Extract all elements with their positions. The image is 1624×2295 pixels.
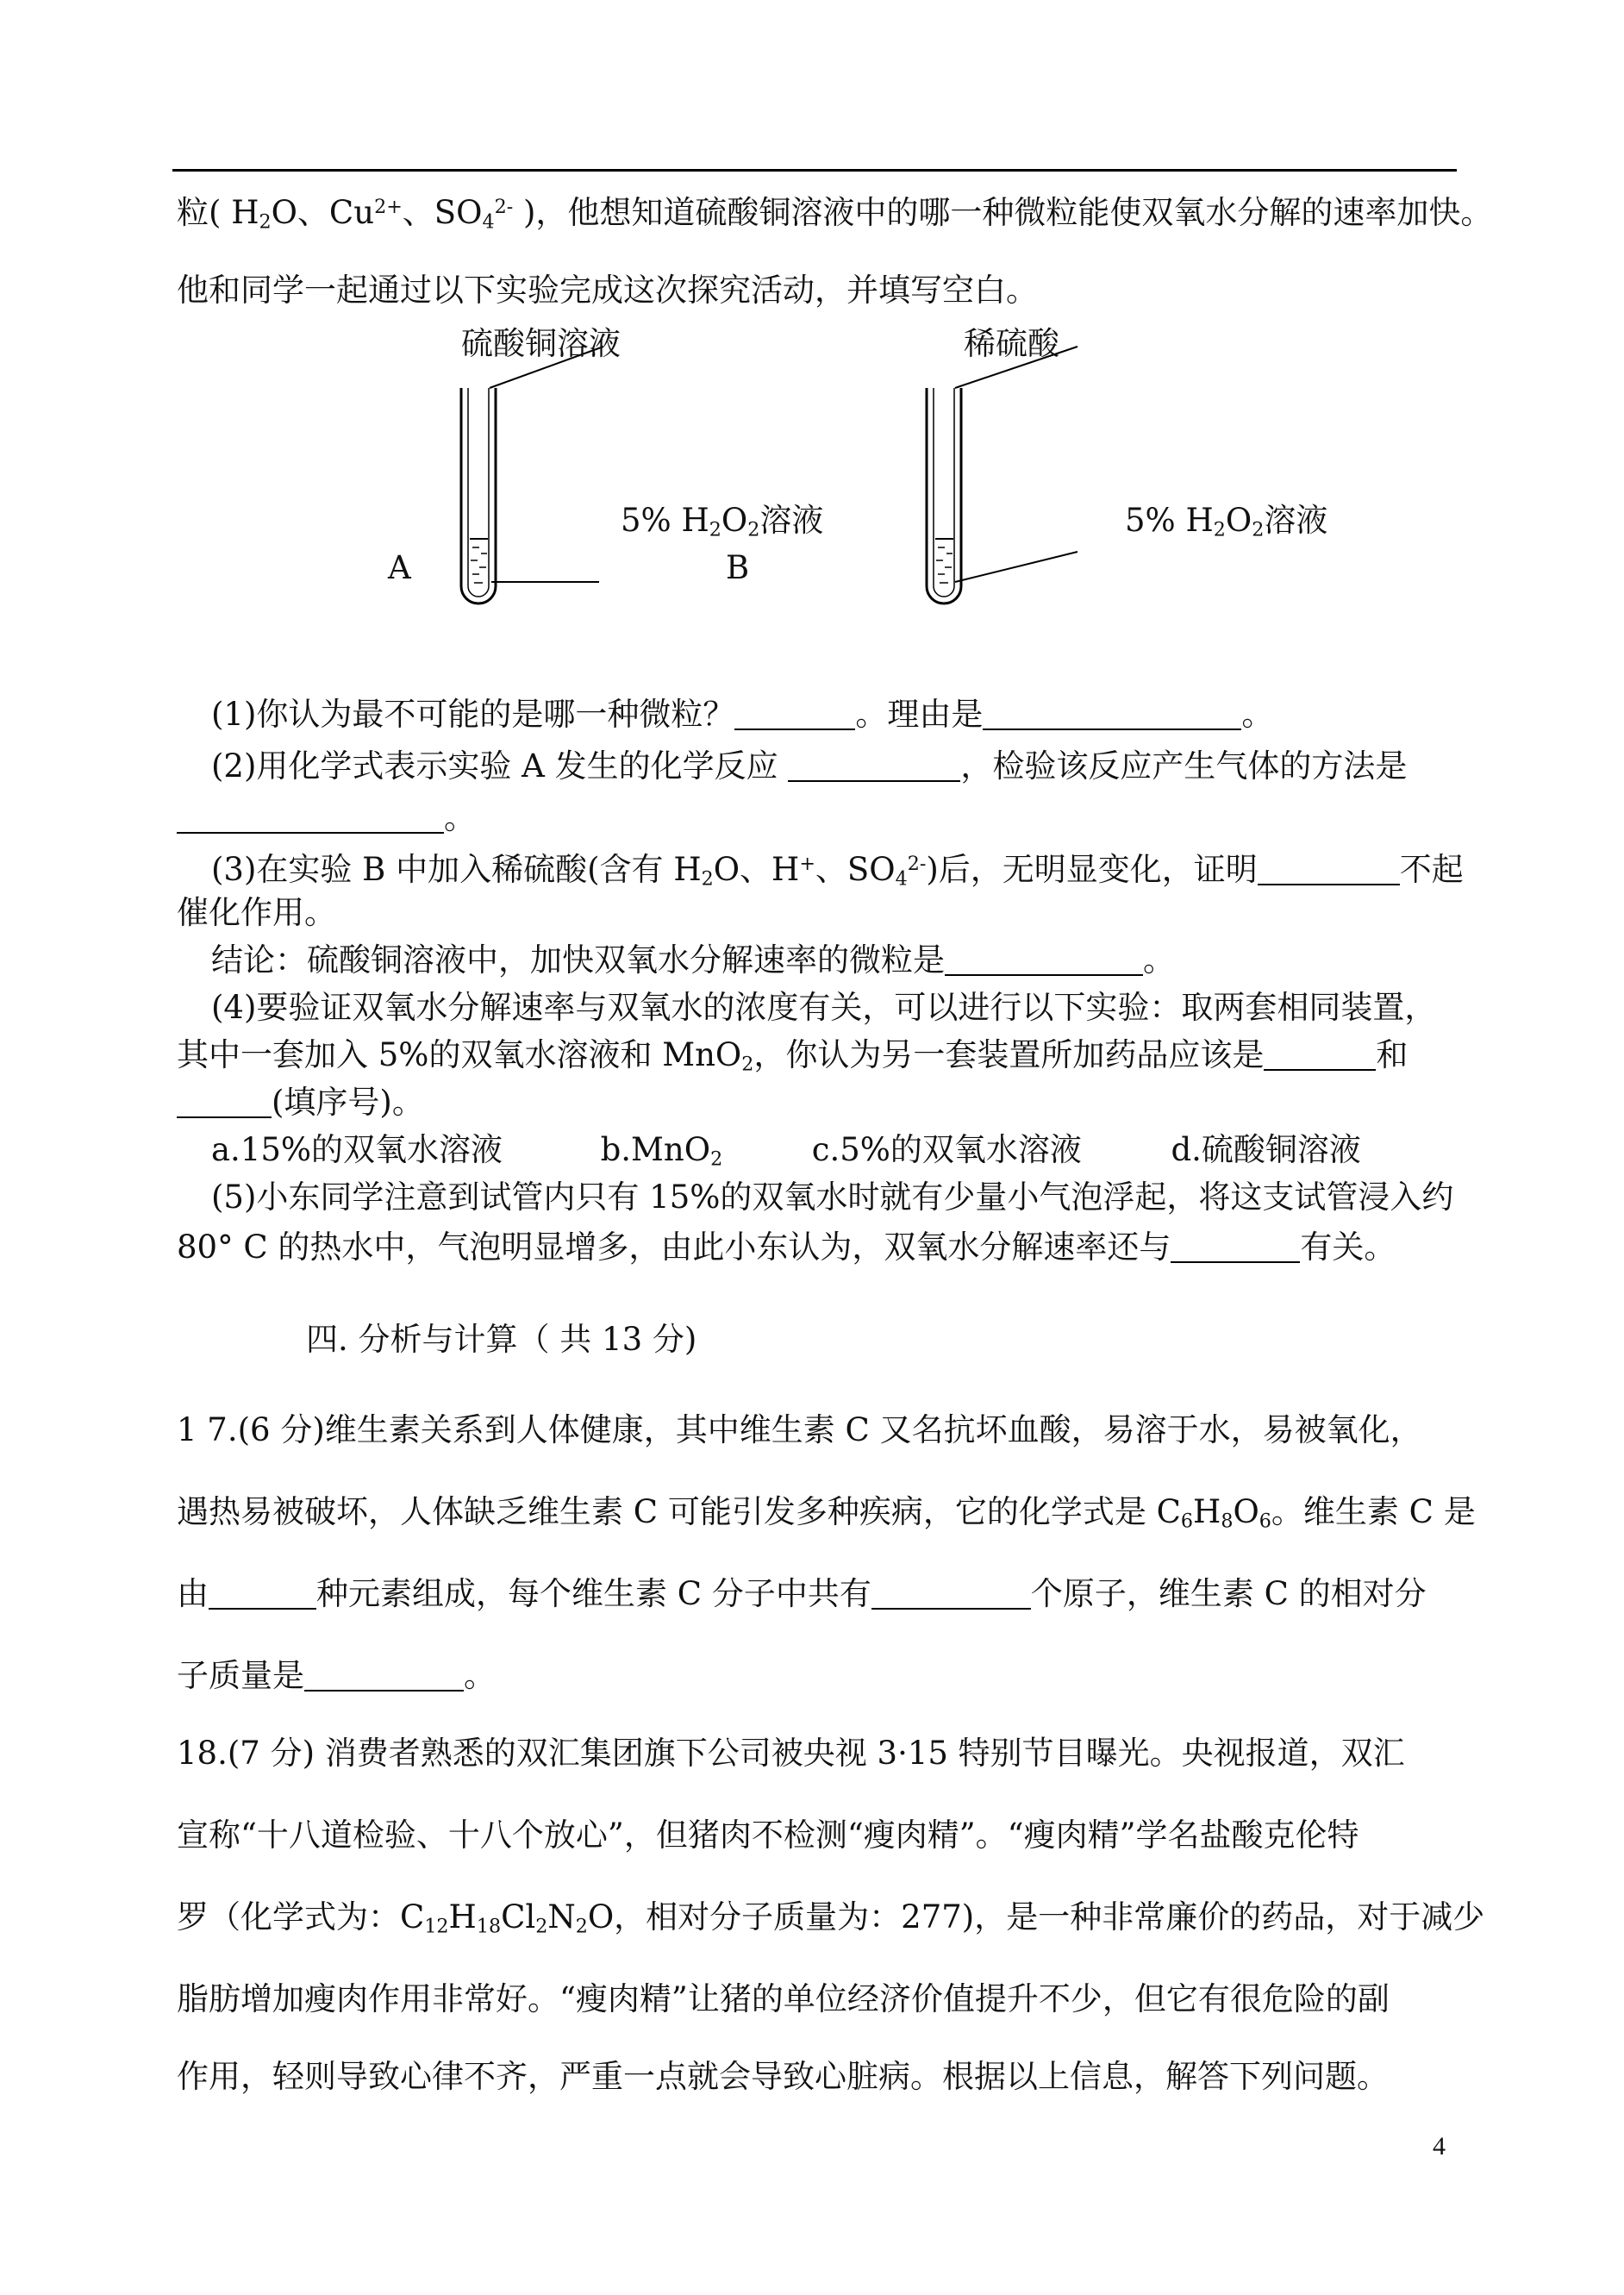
- answer-blank[interactable]: [177, 1087, 272, 1117]
- text: O、Cu: [271, 194, 375, 231]
- question-2-cont: [177, 799, 476, 836]
- subscript: 2: [575, 1915, 588, 1938]
- answer-blank[interactable]: [983, 699, 1241, 729]
- option-d: d.硫酸铜溶液: [1171, 1131, 1361, 1168]
- text: (1)你认为最不可能的是哪一种微粒？: [211, 696, 735, 733]
- option-c: c.5%的双氧水溶液: [811, 1131, 1082, 1168]
- text: O、H: [713, 851, 800, 888]
- label-b: B: [726, 549, 750, 586]
- subscript: 2: [535, 1915, 548, 1938]
- text: 。理由是: [855, 696, 984, 733]
- text: 他和同学一起通过以下实验完成这次探究活动，并填写空白。: [177, 272, 1038, 309]
- answer-blank[interactable]: [177, 803, 444, 833]
- text: 溶液: [759, 502, 824, 539]
- text: 遇热易被破坏，人体缺乏维生素 C 可能引发多种疾病，它的化学式是 C: [177, 1493, 1181, 1530]
- subscript: 2: [747, 518, 760, 541]
- text: 种元素组成，每个维生素 C 分子中共有: [316, 1575, 871, 1612]
- text: O: [1233, 1493, 1259, 1530]
- text: 有关。: [1300, 1229, 1396, 1266]
- section-title: 四. 分析与计算（ 共 13 分): [306, 1321, 697, 1358]
- superscript: +: [799, 852, 815, 875]
- text: Cl: [501, 1898, 536, 1935]
- test-tube-a: [461, 388, 496, 603]
- text: 。维生素 C 是: [1271, 1493, 1476, 1530]
- text: 子质量是: [177, 1657, 304, 1694]
- text: (3)在实验 B 中加入稀硫酸(含有 H: [211, 851, 702, 888]
- text: 作用，轻则导致心律不齐，严重一点就会导致心脏病。根据以上信息，解答下列问题。: [177, 2058, 1389, 2095]
- question-5-cont: [177, 1229, 1396, 1266]
- q18-line-4: [177, 1980, 1390, 2017]
- subscript: 12: [424, 1915, 449, 1938]
- subscript: 2: [259, 210, 272, 234]
- question-2: [211, 747, 1408, 785]
- text: 粒( H: [177, 194, 259, 231]
- q17-line-3: [177, 1575, 1427, 1612]
- label-copper-sulfate: 硫酸铜溶液: [461, 325, 621, 362]
- superscript: 2-: [907, 852, 927, 875]
- text: 。: [1143, 941, 1175, 979]
- text: H: [1193, 1493, 1221, 1530]
- text: (4)要验证双氧水分解速率与双氧水的浓度有关，可以进行以下实验：取两套相同装置，: [211, 989, 1437, 1026]
- text: 结论：硫酸铜溶液中，加快双氧水分解速率的微粒是: [211, 941, 945, 979]
- answer-blank[interactable]: [734, 699, 855, 729]
- answer-blank[interactable]: [871, 1579, 1031, 1609]
- header-rule: [172, 169, 1457, 172]
- superscript: 2+: [374, 195, 403, 218]
- q18-line-5: [177, 2058, 1389, 2095]
- option-a: a.15%的双氧水溶液: [211, 1131, 503, 1168]
- text: O，相对分子质量为：277)，是一种非常廉价的药品，对于减少: [587, 1898, 1485, 1935]
- text: )，他想知道硫酸铜溶液中的哪一种微粒能使双氧水分解的速率加快。: [513, 194, 1493, 231]
- text: 罗（化学式为：C: [177, 1898, 425, 1935]
- option-b: [600, 1131, 723, 1171]
- answer-blank[interactable]: [788, 751, 960, 781]
- answer-blank[interactable]: [209, 1579, 316, 1609]
- pointer-line-b-bottom: [955, 552, 1077, 582]
- text: 脂肪增加瘦肉作用非常好。“瘦肉精”让猪的单位经济价值提升不少，但它有很危险的副: [177, 1980, 1390, 2017]
- text: ，你认为另一套装置所加药品应该是: [753, 1036, 1265, 1073]
- subscript: 2: [1213, 518, 1226, 541]
- q17-line-4: [177, 1657, 496, 1694]
- subscript: 2: [710, 1148, 723, 1171]
- text: b.MnO: [600, 1131, 711, 1168]
- intro-line-2: [177, 272, 1038, 309]
- answer-blank[interactable]: [1258, 854, 1400, 885]
- text: 、SO: [402, 194, 483, 231]
- text: O: [1225, 502, 1252, 539]
- q18-line-1: [177, 1735, 1405, 1772]
- q18-line-3: [177, 1898, 1485, 1938]
- experiment-diagram: [328, 325, 1362, 647]
- answer-blank[interactable]: [304, 1660, 464, 1691]
- text: 5% H: [621, 502, 709, 539]
- label-h2o2-b: [1125, 504, 1327, 540]
- answer-blank[interactable]: [1264, 1040, 1376, 1070]
- question-3-cont: [177, 894, 336, 931]
- subscript: 18: [476, 1915, 502, 1938]
- text: 宣称“十八道检验、十八个放心”，但猪肉不检测“瘦肉精”。“瘦肉精”学名盐酸克伦特: [177, 1817, 1359, 1854]
- text: 80° C 的热水中，气泡明显增多，由此小东认为，双氧水分解速率还与: [177, 1229, 1171, 1266]
- question-1: [211, 696, 1274, 733]
- text: 。: [1241, 696, 1274, 733]
- text: (5)小东同学注意到试管内只有 15%的双氧水时就有少量小气泡浮起，将这支试管浸入约: [211, 1179, 1454, 1216]
- text: 5% H: [1125, 502, 1214, 539]
- q18-line-2: [177, 1817, 1359, 1854]
- question-4: [211, 989, 1437, 1026]
- test-tube-b: [927, 388, 961, 603]
- text: 个原子，维生素 C 的相对分: [1030, 1575, 1427, 1612]
- page-number: 4: [1433, 2132, 1446, 2161]
- subscript: 6: [1259, 1510, 1271, 1533]
- q17-line-1: [177, 1411, 1422, 1448]
- text: H: [448, 1898, 477, 1935]
- text: 。: [444, 799, 476, 836]
- subscript: 4: [482, 210, 495, 234]
- subscript: 2: [741, 1053, 754, 1076]
- text: 。: [464, 1657, 496, 1694]
- text: 其中一套加入 5%的双氧水溶液和 MnO: [177, 1036, 742, 1073]
- text: 、SO: [815, 851, 896, 888]
- subscript: 8: [1221, 1510, 1234, 1533]
- subscript: 2: [1252, 518, 1265, 541]
- text: 1 7.(6 分)维生素关系到人体健康，其中维生素 C 又名抗坏血酸，易溶于水，易被氧化，: [177, 1411, 1422, 1448]
- text: O: [721, 502, 748, 539]
- text: N: [547, 1898, 576, 1935]
- answer-blank[interactable]: [1171, 1232, 1300, 1262]
- superscript: 2-: [494, 195, 514, 218]
- text: ，检验该反应产生气体的方法是: [960, 747, 1408, 785]
- intro-line-1: [177, 194, 1493, 234]
- label-dilute-sulfuric-acid: 稀硫酸: [964, 325, 1059, 362]
- text: 和: [1376, 1036, 1409, 1073]
- question-4-cont-2: [177, 1084, 424, 1121]
- text: 溶液: [1264, 502, 1328, 539]
- subscript: 4: [895, 867, 908, 891]
- question-3: [211, 851, 1464, 891]
- answer-blank[interactable]: [945, 945, 1143, 975]
- conclusion: [211, 941, 1175, 979]
- test-tubes-svg: [328, 325, 1362, 647]
- q17-line-2: [177, 1493, 1476, 1533]
- text: )后，无明显变化，证明: [926, 851, 1258, 888]
- question-5: [211, 1179, 1454, 1216]
- text: (2)用化学式表示实验 A 发生的化学反应: [211, 747, 789, 785]
- question-4-options: [211, 1131, 1361, 1171]
- label-h2o2-a: [621, 504, 823, 540]
- subscript: 6: [1180, 1510, 1194, 1533]
- text: (填序号)。: [272, 1084, 424, 1121]
- subscript: 2: [709, 518, 721, 541]
- text: 18.(7 分) 消费者熟悉的双汇集团旗下公司被央视 3·15 特别节目曝光。央视报道，双汇: [177, 1735, 1405, 1772]
- subscript: 2: [701, 867, 714, 891]
- text: 不起: [1399, 851, 1464, 888]
- label-a: A: [388, 549, 411, 586]
- question-4-cont: [177, 1036, 1409, 1076]
- text: 由: [177, 1575, 209, 1612]
- text: 催化作用。: [177, 894, 336, 931]
